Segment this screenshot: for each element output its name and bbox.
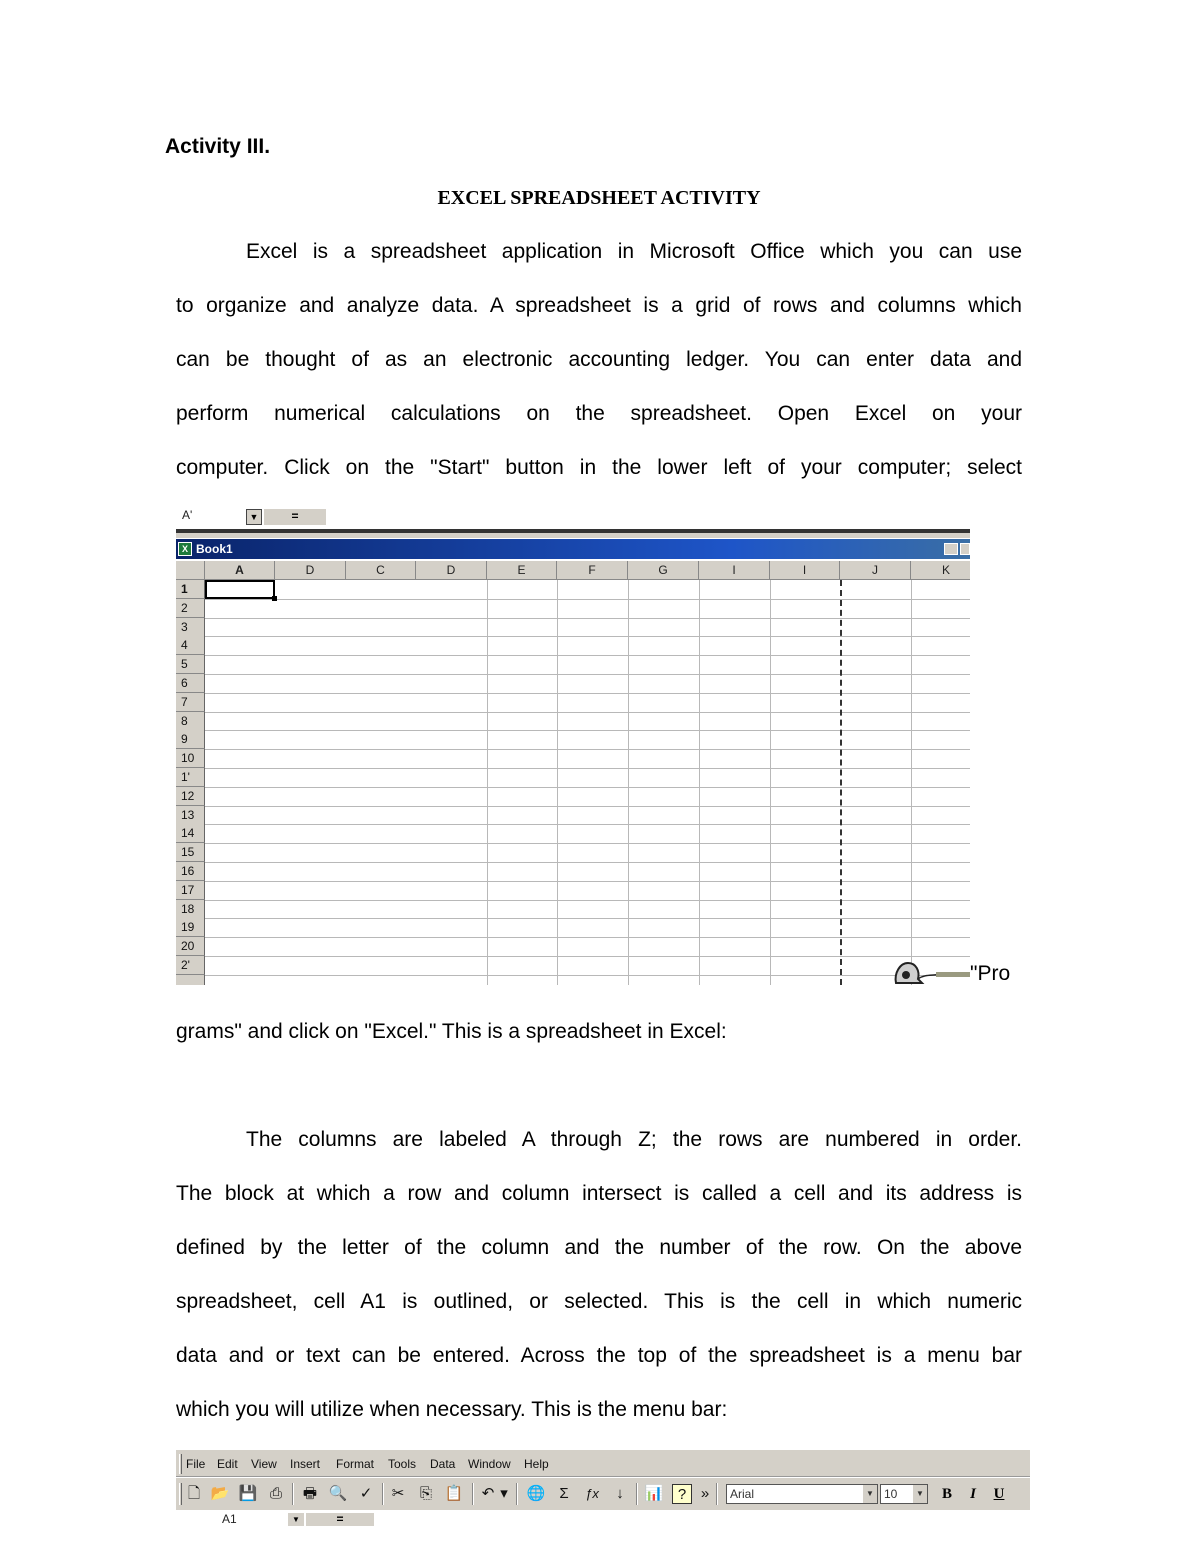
row-gridline [205, 636, 970, 637]
row-header[interactable]: 7 [176, 693, 205, 712]
toolbar-separator [472, 1483, 474, 1505]
column-header[interactable]: I [699, 561, 770, 580]
paragraph-line: which you will utilize when necessary. This is the menu bar: [176, 1398, 728, 1421]
column-header[interactable]: J [840, 561, 911, 580]
row-gridline [205, 900, 970, 901]
help-icon[interactable]: ? [672, 1484, 692, 1504]
menu-bar [176, 1450, 1030, 1477]
menubar-screenshot [176, 1450, 1030, 1530]
row-gridline [205, 618, 970, 619]
column-header[interactable]: C [346, 561, 416, 580]
open-folder-icon[interactable]: 📂 [210, 1485, 230, 1502]
paragraph-line: The block at which a row and column intersect is called a cell and its address is [176, 1182, 1022, 1205]
column-gridline [628, 580, 629, 985]
divider [176, 533, 970, 538]
paragraph-1-continuation [176, 1005, 1022, 1059]
more-buttons-icon[interactable]: » [700, 1485, 710, 1502]
column-gridline [770, 580, 771, 985]
row-header[interactable]: 1 [176, 580, 205, 599]
web-icon[interactable]: 🌐 [526, 1485, 546, 1502]
toolbar-separator [292, 1483, 294, 1505]
font-size-value: 10 [884, 1487, 898, 1501]
workbook-title: Book1 [196, 542, 233, 556]
font-name-value: Arial [730, 1487, 755, 1501]
new-file-icon[interactable]: 🗋 [187, 1485, 201, 1502]
row-header[interactable]: 3 [176, 618, 205, 637]
spreadsheet-screenshot [176, 505, 970, 985]
menu-file[interactable]: File [186, 1457, 206, 1471]
pro-fragment: "Pro [970, 962, 1011, 985]
row-gridline [205, 730, 970, 731]
formula-bar [176, 1510, 376, 1530]
row-header[interactable]: 15 [176, 843, 205, 862]
row-header[interactable]: 17 [176, 881, 205, 900]
minimize-icon[interactable] [944, 543, 958, 555]
column-header[interactable]: A [205, 561, 275, 580]
paragraph-1 [176, 225, 1022, 495]
paragraph-2 [176, 1113, 1022, 1437]
save-icon[interactable]: 💾 [238, 1485, 258, 1502]
toolbar-separator [516, 1483, 518, 1505]
row-gridline [205, 956, 970, 957]
function-icon[interactable]: ƒx [585, 1486, 599, 1501]
toolbar-separator [716, 1483, 718, 1505]
row-gridline [205, 862, 970, 863]
column-header[interactable]: D [416, 561, 487, 580]
toolbar-grip[interactable] [179, 1483, 182, 1505]
row-gridline [205, 806, 970, 807]
paragraph-line: perform numerical calculations on the spreadsheet. Open Excel on your [176, 402, 1022, 425]
name-box-dropdown-icon[interactable]: ▼ [288, 1513, 304, 1526]
row-gridline [205, 674, 970, 675]
print-icon[interactable]: 🖶 [302, 1485, 318, 1502]
paragraph-line: spreadsheet, cell A1 is outlined, or selected. This is the cell in which numeric [176, 1290, 1022, 1313]
row-gridline [205, 843, 970, 844]
row-gridline [205, 768, 970, 769]
column-header[interactable]: E [487, 561, 557, 580]
cut-icon[interactable]: ✂ [391, 1485, 405, 1502]
paragraph-line: The columns are labeled A through Z; the rows are numbered in order. [246, 1128, 1022, 1151]
row-gridline [205, 787, 970, 788]
menu-edit[interactable]: Edit [217, 1457, 238, 1471]
row-gridline [205, 918, 970, 919]
column-gridline [699, 580, 700, 985]
select-all-corner[interactable] [176, 561, 205, 580]
toolbar-grip[interactable] [179, 1454, 182, 1474]
row-header[interactable]: 16 [176, 862, 205, 881]
workbook-titlebar [176, 539, 970, 559]
underline-button[interactable]: U [993, 1486, 1005, 1502]
row-gridline [205, 975, 970, 976]
column-gridline [557, 580, 558, 985]
row-header[interactable]: 19 [176, 918, 205, 937]
chevron-down-icon[interactable]: ▼ [863, 1485, 877, 1503]
bold-button[interactable]: B [941, 1486, 952, 1502]
row-gridline [205, 712, 970, 713]
row-header[interactable]: 4 [176, 636, 205, 655]
row-header[interactable]: 6 [176, 674, 205, 693]
paragraph-line: to organize and analyze data. A spreadsheet is a grid of rows and columns which [176, 294, 1022, 317]
column-header[interactable]: F [557, 561, 628, 580]
copy-icon[interactable]: ⎘ [419, 1485, 432, 1502]
standard-toolbar [176, 1478, 1030, 1510]
formula-bar [176, 505, 970, 527]
print-icon-a[interactable]: ⎙ [269, 1485, 282, 1502]
menu-format[interactable]: Format [336, 1457, 375, 1471]
formula-equals-button[interactable]: = [264, 509, 326, 525]
selected-cell-a1[interactable] [205, 580, 275, 599]
row-header[interactable]: 20 [176, 937, 205, 956]
paragraph-line: grams" and click on "Excel." This is a spreadsheet in Excel: [176, 1020, 727, 1043]
row-header[interactable]: 12 [176, 787, 205, 806]
toolbar-separator [382, 1483, 384, 1505]
toolbar-separator [636, 1483, 638, 1505]
row-header[interactable]: 5 [176, 655, 205, 674]
row-header[interactable]: 13 [176, 806, 205, 825]
row-gridline [205, 693, 970, 694]
row-header[interactable]: 18 [176, 900, 205, 919]
row-gridline [205, 655, 970, 656]
menu-insert[interactable]: Insert [290, 1457, 321, 1471]
paragraph-line: defined by the letter of the column and the number of the row. On the above [176, 1236, 1022, 1259]
italic-button[interactable]: I [970, 1486, 976, 1502]
menu-help[interactable]: Help [524, 1457, 549, 1471]
row-gridline [205, 881, 970, 882]
document-title: EXCEL SPREADSHEET ACTIVITY [437, 187, 761, 209]
menu-view[interactable]: View [251, 1457, 277, 1471]
undo-icon[interactable]: ↶ [481, 1485, 495, 1502]
page-break-line [840, 580, 842, 985]
row-header[interactable]: 10 [176, 749, 205, 768]
menu-data[interactable]: Data [430, 1457, 456, 1471]
font-name-select[interactable] [726, 1484, 878, 1504]
paragraph-line: Excel is a spreadsheet application in Microsoft Office which you can use [246, 240, 1022, 263]
font-size-select[interactable] [880, 1484, 928, 1504]
row-header[interactable]: 8 [176, 712, 205, 731]
row-header[interactable] [176, 975, 205, 985]
column-header[interactable]: I [770, 561, 840, 580]
row-header[interactable]: 2' [176, 956, 205, 975]
menu-tools[interactable]: Tools [388, 1457, 417, 1471]
row-header[interactable]: 1' [176, 768, 205, 787]
row-header[interactable]: 14 [176, 824, 205, 843]
autosum-icon[interactable]: Σ [559, 1485, 569, 1502]
paste-icon[interactable]: 📋 [444, 1485, 464, 1502]
undo-dropdown-icon[interactable]: ▾ [500, 1485, 508, 1502]
row-gridline [205, 599, 970, 600]
chart-wizard-icon[interactable]: 📊 [644, 1485, 664, 1502]
excel-icon: X [178, 542, 192, 556]
spelling-icon[interactable]: ✓ [359, 1485, 373, 1502]
row-gridline [205, 937, 970, 938]
column-header[interactable]: G [628, 561, 699, 580]
chevron-down-icon[interactable]: ▼ [913, 1485, 927, 1503]
paragraph-line: can be thought of as an electronic accounting ledger. You can enter data and [176, 348, 1022, 371]
column-gridline [911, 580, 912, 985]
row-gridline [205, 749, 970, 750]
print-preview-icon[interactable]: 🔍 [328, 1485, 348, 1502]
name-box[interactable]: A' [182, 508, 193, 522]
name-box[interactable]: A1 [222, 1512, 237, 1526]
column-header[interactable]: D [275, 561, 346, 580]
column-header[interactable]: K [911, 561, 970, 580]
activity-heading: Activity III. [165, 135, 271, 158]
formula-equals-button[interactable]: = [306, 1513, 374, 1526]
mouse-icon [892, 955, 970, 985]
row-header[interactable]: 9 [176, 730, 205, 749]
maximize-icon[interactable] [960, 543, 970, 555]
paragraph-line: computer. Click on the "Start" button in the lower left of your computer; select [176, 456, 1022, 479]
row-header[interactable]: 2 [176, 599, 205, 618]
paragraph-line: data and or text can be entered. Across the top of the spreadsheet is a menu bar [176, 1344, 1022, 1367]
row-gridline [205, 824, 970, 825]
column-gridline [487, 580, 488, 985]
menu-window[interactable]: Window [468, 1457, 511, 1471]
name-box-dropdown-icon[interactable]: ▼ [246, 509, 262, 525]
sort-ascending-icon[interactable]: ↓ [616, 1485, 624, 1502]
